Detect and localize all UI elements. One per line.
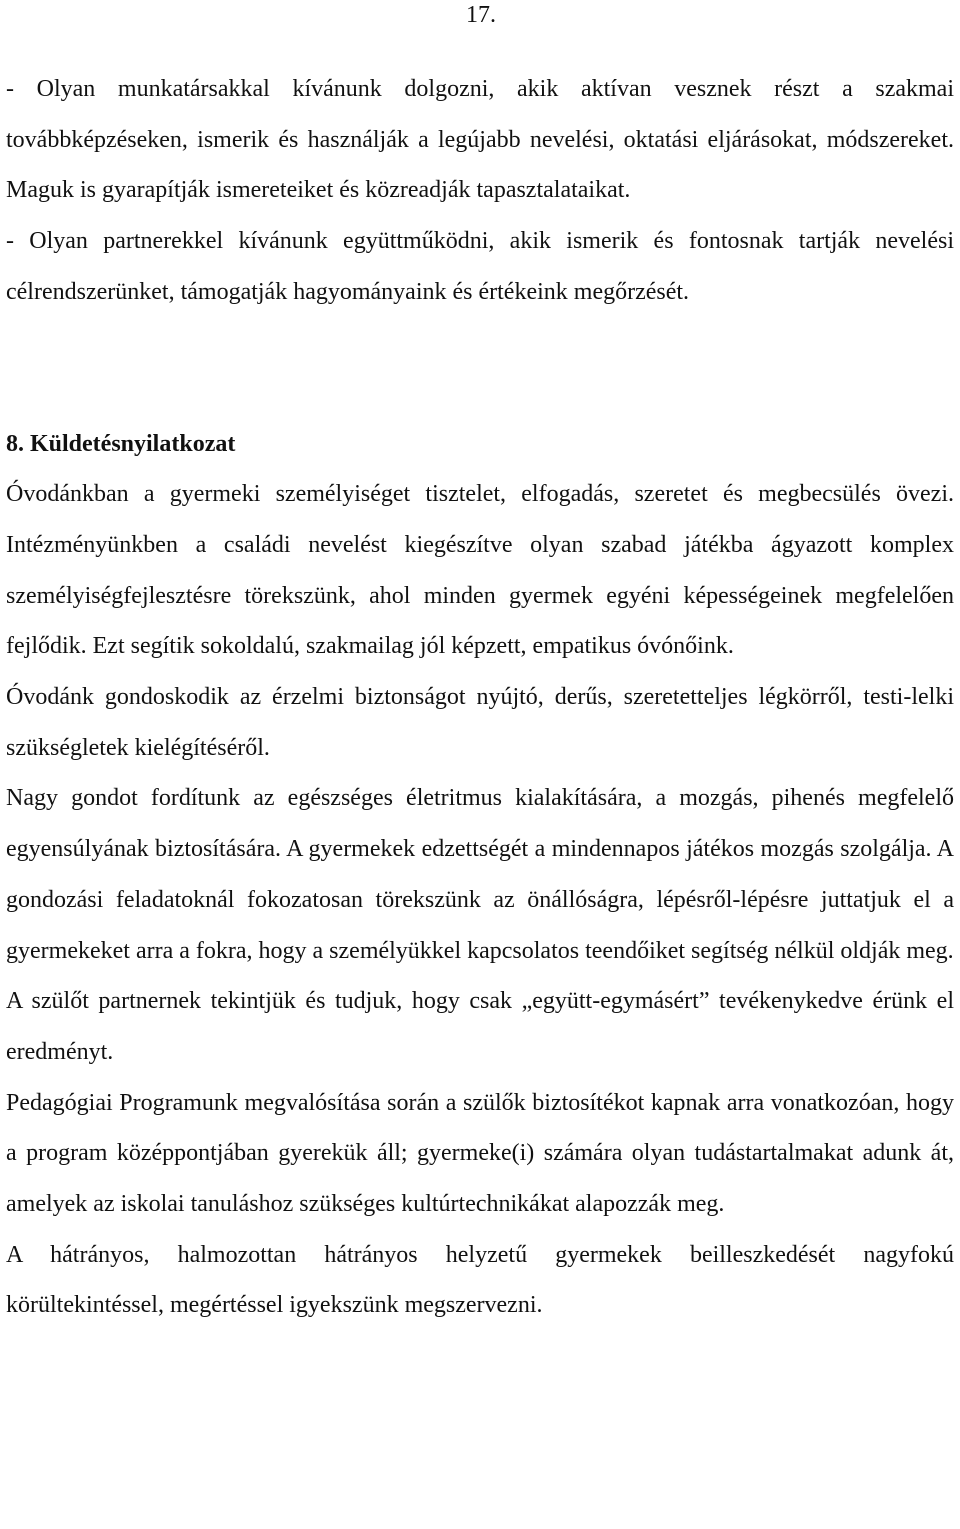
mission-paragraph: Óvodánk gondoskodik az érzelmi biztonságot nyújtó, derűs, szeretetteljes légkörről, testi-lelki szükségletek kielégítéséről.	[6, 684, 954, 761]
mission-paragraph: Pedagógiai Programunk megvalósítása során a szülők biztosítékot kapnak arra vonatkozóan, hogy a program középpontjában gyerekük áll; gyermeke(i) számára olyan tudástartalmakat adunk át, amelyek az iskolai tanuláshoz szükséges kultúrtechnikákat alapozzák meg.	[6, 1089, 954, 1218]
mission-paragraph: A szülőt partnernek tekintjük és tudjuk, hogy csak „együtt-egymásért” tevékenykedve érünk el eredményt.	[6, 988, 954, 1065]
intro-paragraph-partners: - Olyan partnerekkel kívánunk együttműködni, akik ismerik és fontosnak tartják nevelési célrendszerünket, támogatják hagyományaink és értékeink megőrzését.	[6, 228, 954, 305]
intro-paragraph-staff: - Olyan munkatársakkal kívánunk dolgozni, akik aktívan vesznek részt a szakmai továbbképzéseken, ismerik és használják a legújabb nevelési, oktatási eljárásokat, módszereket. Maguk is gyarapítják ismereteiket és közreadják tapasztalataikat.	[6, 76, 954, 204]
page-body	[6, 64, 954, 1331]
section-heading: 8. Küldetésnyilatkozat	[6, 430, 236, 457]
mission-paragraph: Óvodánkban a gyermeki személyiséget tisztelet, elfogadás, szeretet és megbecsülés övezi. Intézményünkben a családi nevelést kiegészítve olyan szabad játékba ágyazott komplex személyiségfejlesztésre törekszünk, ahol minden gyermek egyéni képességeinek megfelelően fejlődik. Ezt segítik sokoldalú, szakmailag jól képzett, empatikus óvónőink.	[6, 481, 954, 660]
section-gap	[6, 318, 954, 419]
mission-paragraph: A hátrányos, halmozottan hátrányos helyzetű gyermekek beilleszkedését nagyfokú körültekintéssel, megértéssel igyekszünk megszervezni.	[6, 1241, 954, 1319]
page-number: 17.	[466, 2, 496, 28]
mission-paragraph: Nagy gondot fordítunk az egészséges életritmus kialakítására, a mozgás, pihenés megfelelő egyensúlyának biztosítására. A gyermekek edzettségét a mindennapos játékos mozgás szolgálja. A gondozási feladatoknál fokozatosan törekszünk az önállóságra, lépésről-lépésre juttatjuk el a gyermekeket arra a fokra, hogy a személyükkel kapcsolatos teendőiket segítség nélkül oldják meg.	[6, 785, 954, 964]
